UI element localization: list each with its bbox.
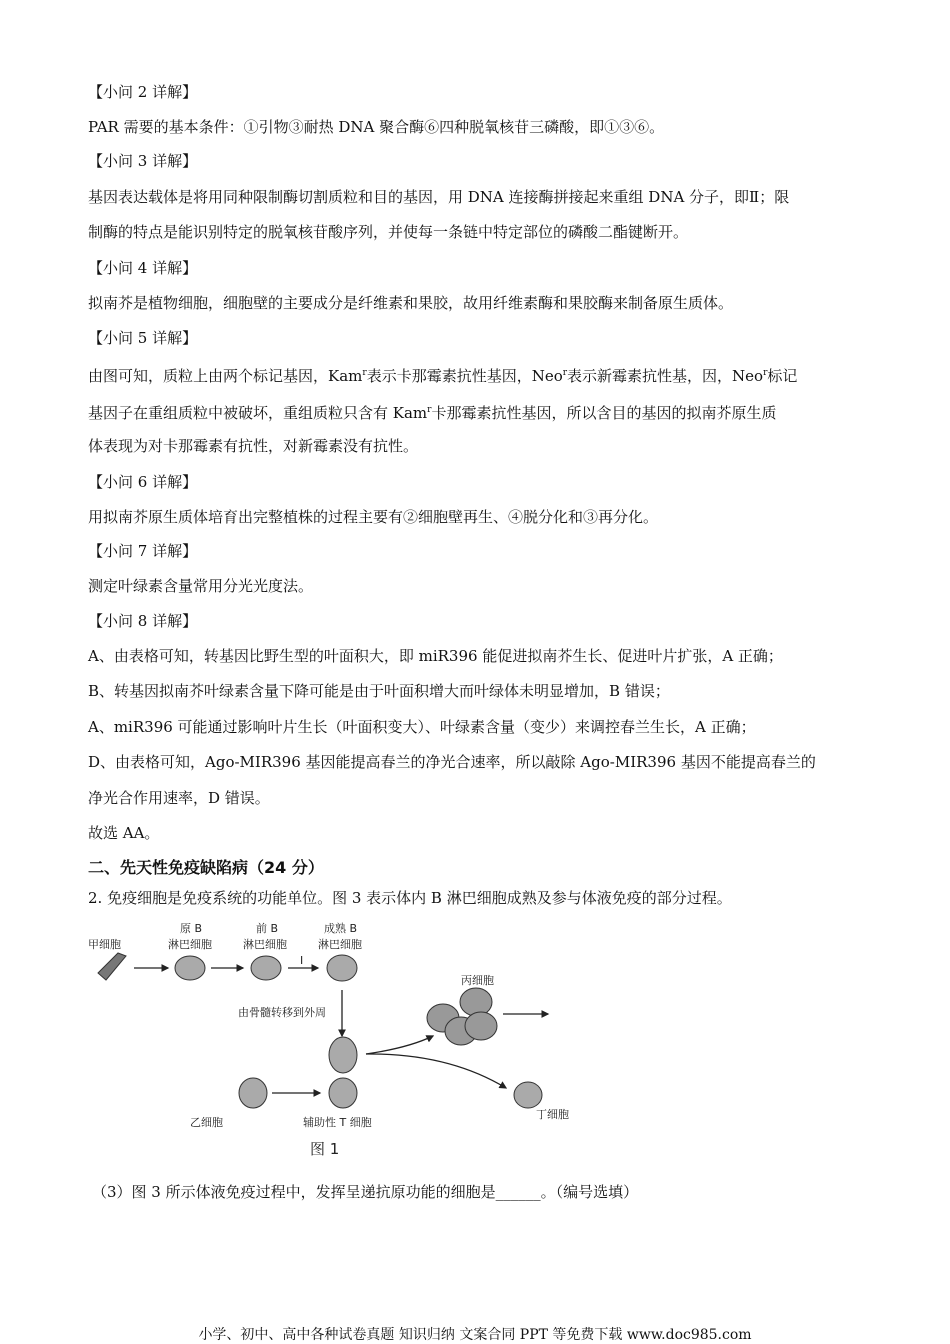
q4-heading: 【小问 4 详解】 [88, 259, 198, 277]
label-chengb: 成熟 B [324, 922, 358, 935]
q8-line: 净光合作用速率，D 错误。 [88, 789, 270, 807]
q5-line: 体表现为对卡那霉素有抗性，对新霉素没有抗性。 [88, 437, 419, 455]
q2-heading: 【小问 2 详解】 [88, 83, 198, 101]
text: 表示卡那霉素抗性基因，Neo [366, 367, 563, 385]
sup: r [427, 405, 432, 415]
q6-text: 用拟南芥原生质体培育出完整植株的过程主要有②细胞壁再生、④脱分化和③再分化。 [88, 508, 659, 526]
q3-line: 制酶的特点是能识别特定的脱氧核苷酸序列，并使每一条链中特定部位的磷酸二酯键断开。 [88, 223, 689, 241]
text: 卡那霉素抗性基因，所以含目的基因的拟南芥原生质 [431, 404, 777, 422]
label-qianb: 前 B [256, 922, 279, 935]
q5-heading: 【小问 5 详解】 [88, 329, 198, 347]
question-3: （3）图 3 所示体液免疫过程中，发挥呈递抗原功能的细胞是______。（编号选填） [92, 1183, 639, 1201]
q7-heading: 【小问 7 详解】 [88, 542, 198, 560]
sup: r [763, 368, 768, 378]
b-cell-figure [88, 918, 588, 1158]
label-transfer: 由骨髓转移到外周 [238, 1006, 326, 1019]
q7-text: 测定叶绿素含量常用分光光度法。 [88, 577, 314, 595]
q8-line: A、由表格可知，转基因比野生型的叶面积大，即 miR396 能促进拟南芥生长、促进叶片扩张，A 正确； [88, 647, 783, 665]
q8-line: B、转基因拟南芥叶绿素含量下降可能是由于叶面积增大而叶绿体未明显增加，B 错误； [88, 682, 670, 700]
label-ding: 丁细胞 [536, 1108, 569, 1121]
q3-heading: 【小问 3 详解】 [88, 152, 198, 170]
label-step: Ⅰ [300, 954, 304, 967]
q2-text: PAR 需要的基本条件：①引物③耐热 DNA 聚合酶⑥四种脱氧核苷三磷酸，即①③⑥。 [88, 118, 665, 136]
q6-heading: 【小问 6 详解】 [88, 473, 198, 491]
label-th: 辅助性 T 细胞 [303, 1116, 372, 1129]
label-yuanb2: 淋巴细胞 [168, 938, 212, 951]
footer: 小学、初中、高中各种试卷真题 知识归纳 文案合同 PPT 等免费下载 www.doc985.com [198, 1327, 752, 1343]
q5-line [88, 400, 776, 423]
text: 标记 [767, 367, 798, 385]
q8-line: A、miR396 可能通过影响叶片生长（叶面积变大）、叶绿素含量（变少）来调控春兰生长，A 正确； [88, 718, 756, 736]
label-chengb2: 淋巴细胞 [318, 938, 362, 951]
text: 由图可知，质粒上由两个标记基因，Kam [88, 367, 363, 385]
q5-line [88, 363, 797, 386]
label-yi: 乙细胞 [190, 1116, 223, 1129]
sup: r [562, 368, 568, 378]
section-title: 二、先天性免疫缺陷病（24 分） [88, 858, 324, 877]
q3-line: 基因表达载体是将用同种限制酶切割质粒和目的基因，用 DNA 连接酶拼接起来重组 DNA 分子，即Ⅱ；限 [88, 188, 790, 206]
section-intro: 2. 免疫细胞是免疫系统的功能单位。图 3 表示体内 B 淋巴细胞成熟及参与体液免疫的部分过程。 [88, 889, 732, 907]
text: 表示新霉素抗性基，因，Neo [567, 367, 764, 385]
q4-text: 拟南芥是植物细胞，细胞壁的主要成分是纤维素和果胶，故用纤维素酶和果胶酶来制备原生质体。 [88, 294, 734, 312]
text: 基因子在重组质粒中被破坏，重组质粒只含有 Kam [88, 404, 428, 422]
q8-line: 故选 AA。 [88, 824, 160, 842]
q8-line: D、由表格可知，Ago-MIR396 基因能提高春兰的净光合速率，所以敲除 Ago-MIR396 基因不能提高春兰的 [88, 753, 816, 771]
label-jia: 甲细胞 [88, 938, 121, 951]
sup: r [362, 368, 367, 378]
label-bing: 丙细胞 [461, 974, 494, 987]
label-qianb2: 淋巴细胞 [243, 938, 287, 951]
figure-caption: 图 1 [310, 1140, 340, 1158]
label-yuanb: 原 B [180, 922, 203, 935]
q8-heading: 【小问 8 详解】 [88, 612, 198, 630]
